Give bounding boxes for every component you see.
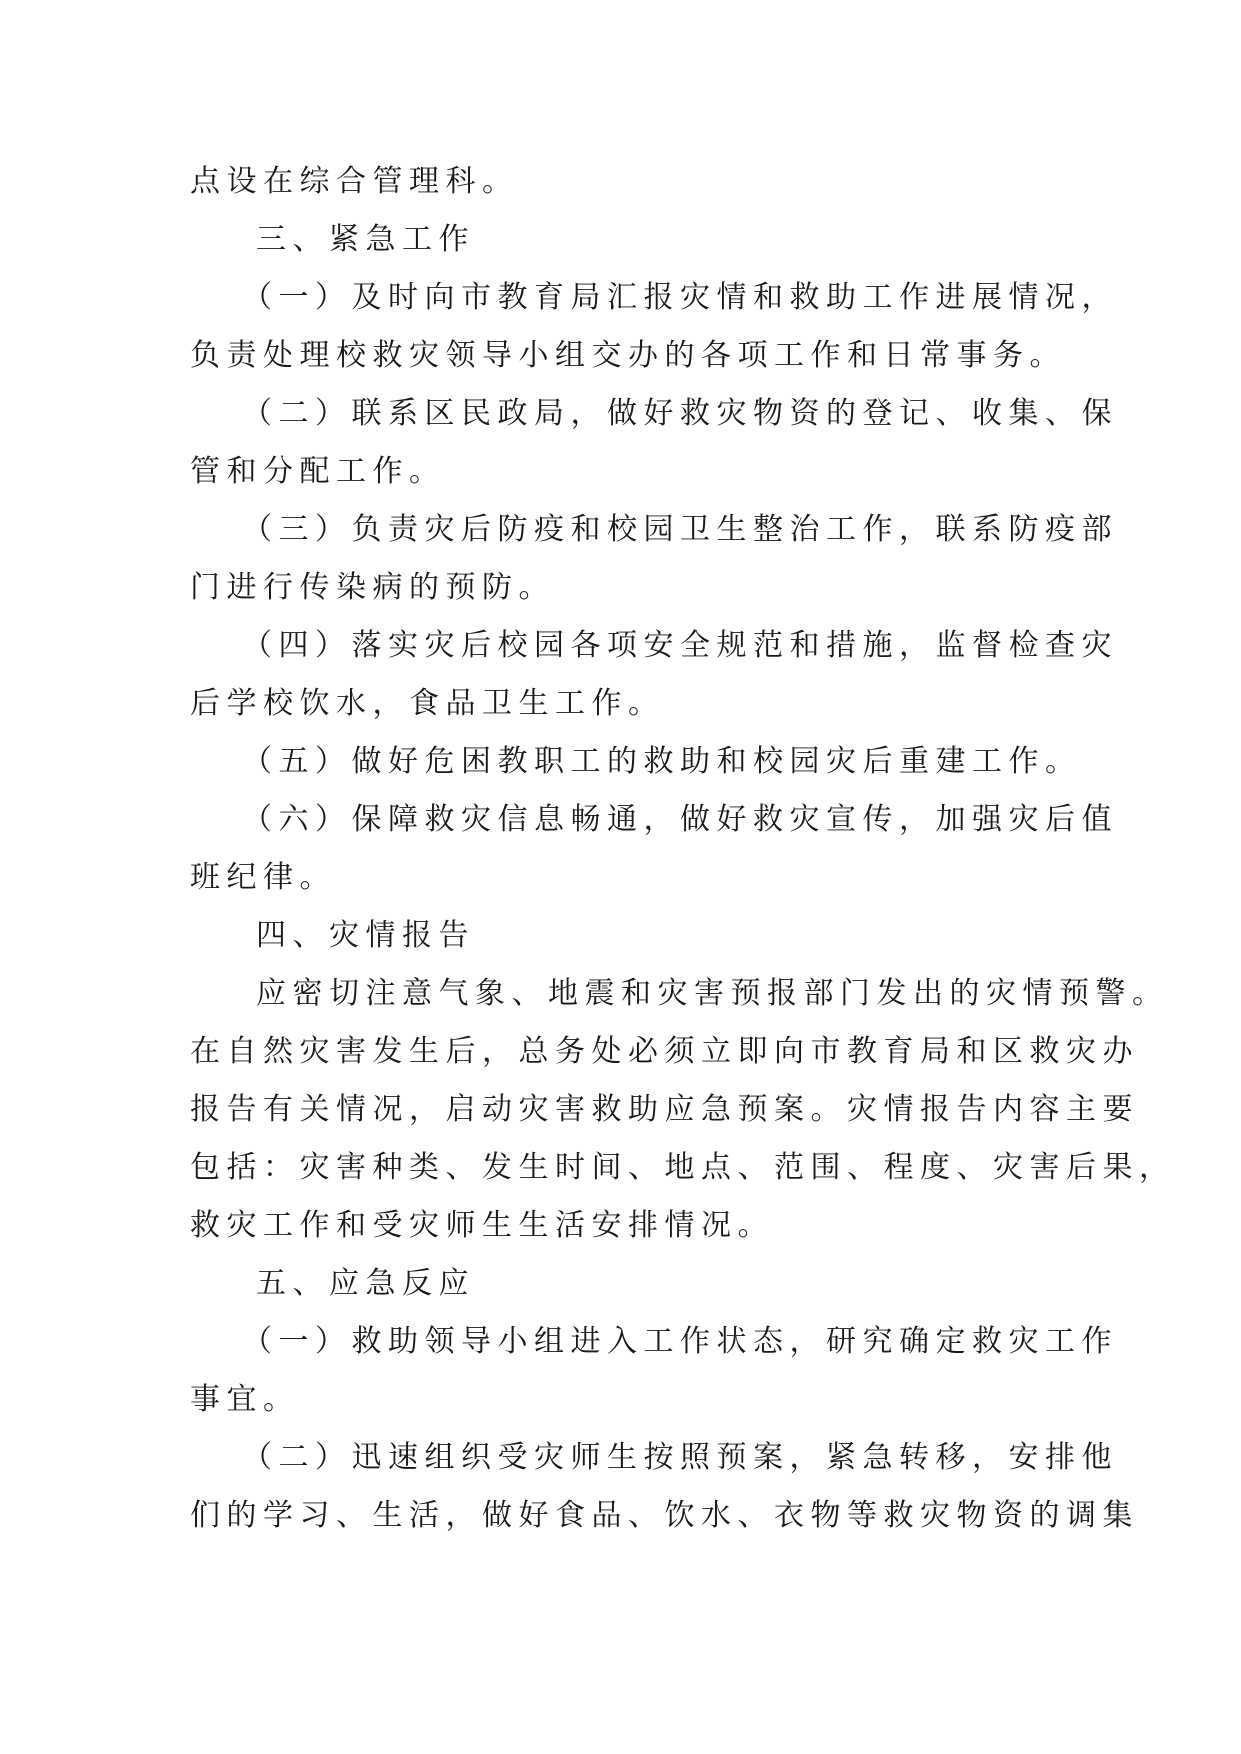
section-heading: 三、紧急工作 bbox=[256, 222, 475, 257]
text-line: 门进行传染病的预防。 bbox=[190, 570, 555, 605]
text-line: 负责处理校救灾领导小组交办的各项工作和日常事务。 bbox=[190, 338, 1066, 373]
text-line: 点设在综合管理科。 bbox=[190, 164, 519, 199]
text-line: 报告有关情况，启动灾害救助应急预案。灾情报告内容主要 bbox=[190, 1092, 1139, 1127]
section-heading: 五、应急反应 bbox=[256, 1266, 475, 1301]
text-line: 包括：灾害种类、发生时间、地点、范围、程度、灾害后果， bbox=[190, 1150, 1176, 1185]
document-body bbox=[190, 153, 1176, 1545]
text-line: （六）保障救灾信息畅通，做好救灾宣传，加强灾后值 bbox=[242, 802, 1118, 837]
text-line: 班纪律。 bbox=[190, 860, 336, 895]
text-line: （一）及时向市教育局汇报灾情和救助工作进展情况， bbox=[242, 280, 1118, 315]
text-line: （五）做好危困教职工的救助和校园灾后重建工作。 bbox=[242, 744, 1082, 779]
section-heading: 四、灾情报告 bbox=[256, 918, 475, 953]
text-line: （三）负责灾后防疫和校园卫生整治工作，联系防疫部 bbox=[242, 512, 1118, 547]
text-line: （二）联系区民政局，做好救灾物资的登记、收集、保 bbox=[242, 396, 1118, 431]
text-line: 管和分配工作。 bbox=[190, 454, 446, 489]
text-line: （四）落实灾后校园各项安全规范和措施，监督检查灾 bbox=[242, 628, 1118, 663]
text-line: 救灾工作和受灾师生生活安排情况。 bbox=[190, 1208, 774, 1243]
text-line: （二）迅速组织受灾师生按照预案，紧急转移，安排他 bbox=[242, 1440, 1118, 1475]
text-line: 们的学习、生活，做好食品、饮水、衣物等救灾物资的调集 bbox=[190, 1498, 1139, 1533]
text-line: 事宜。 bbox=[190, 1382, 300, 1417]
text-line: 应密切注意气象、地震和灾害预报部门发出的灾情预警。 bbox=[256, 976, 1169, 1011]
text-line: （一）救助领导小组进入工作状态，研究确定救灾工作 bbox=[242, 1324, 1118, 1359]
text-line: 在自然灾害发生后，总务处必须立即向市教育局和区救灾办 bbox=[190, 1034, 1139, 1069]
text-line: 后学校饮水，食品卫生工作。 bbox=[190, 686, 665, 721]
